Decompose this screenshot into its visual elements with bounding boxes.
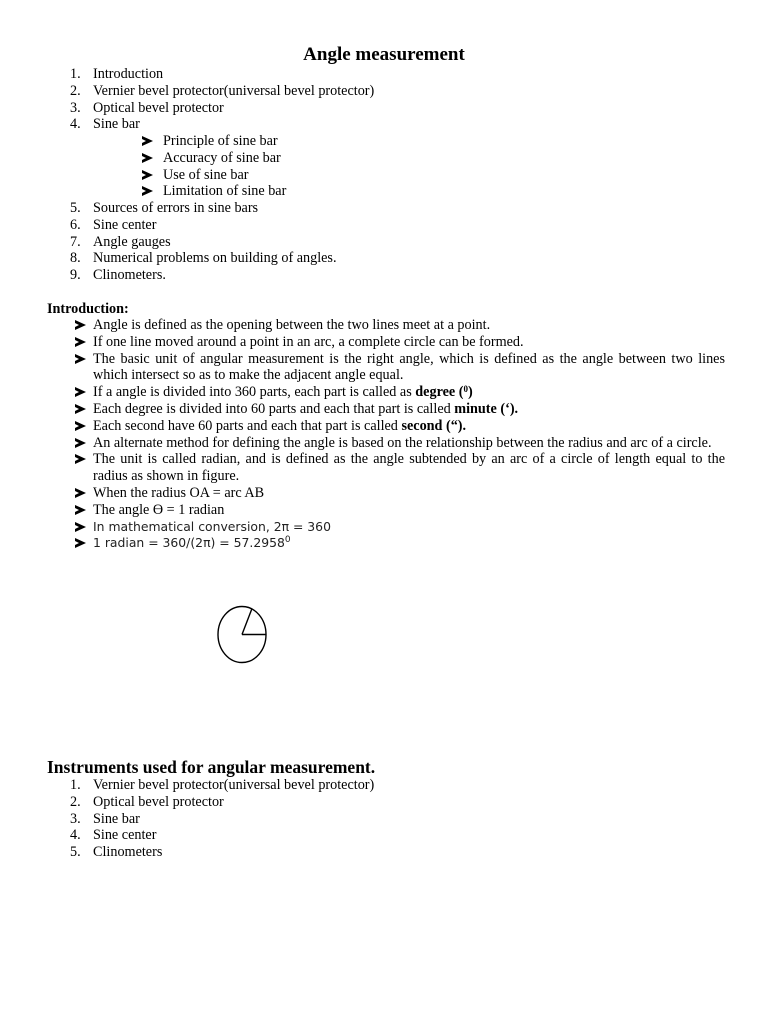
formula-text: In mathematical conversion, 2π = 360: [93, 518, 331, 534]
item-text: Numerical problems on building of angles.: [93, 250, 337, 267]
sublist-item: [93, 133, 286, 150]
arrow-bullet-icon: [75, 421, 86, 431]
arrow-bullet-icon: [75, 505, 86, 515]
item-number: 9.: [70, 267, 81, 284]
item-number: 7.: [70, 233, 81, 250]
bullet-text: The basic unit of angular measurement is the right angle, which is defined as the angle between two lines which intersect so as to make the adjacent angle equal.: [93, 350, 725, 384]
item-text: Sine bar: [93, 810, 140, 827]
sine-bar-sublist: [93, 133, 286, 200]
arrow-bullet-icon: [75, 522, 86, 532]
sublist-item-text: Limitation of sine bar: [163, 183, 287, 200]
bullet-text: If a angle is divided into 360 parts, each part is called as: [93, 384, 416, 401]
item-text: Angle gauges: [93, 233, 171, 250]
item-number: 5.: [70, 844, 81, 861]
instrument-item: [60, 794, 374, 811]
bullet-text: If one line moved around a point in an arc, a complete circle can be formed.: [93, 333, 524, 350]
item-number: 6.: [70, 216, 81, 233]
bullet-item: [75, 451, 725, 485]
radius-line-ob: [242, 609, 252, 635]
arrow-bullet-icon: [75, 320, 86, 330]
arrow-bullet-icon: [75, 404, 86, 414]
arrow-bullet-icon: [142, 170, 153, 180]
item-text: Clinometers: [93, 844, 163, 861]
bullet-text: Each second have 60 parts and each that part is called: [93, 417, 402, 434]
arrow-bullet-icon: [75, 538, 86, 548]
arrow-bullet-icon: [75, 488, 86, 498]
contents-item: [60, 200, 337, 217]
instrument-item: [60, 844, 374, 861]
item-text: Introduction: [93, 66, 164, 82]
instruments-heading: Instruments used for angular measurement.: [47, 757, 376, 777]
bullet-text: An alternate method for defining the angle is based on the relationship between the radius and arc of a circle.: [93, 434, 712, 451]
bullet-item: [75, 502, 725, 519]
bullet-item: [75, 317, 725, 334]
sublist-item-text: Use of sine bar: [163, 166, 249, 183]
bullet-text: Angle is defined as the opening between the two lines meet at a point.: [93, 317, 491, 333]
introduction-heading: Introduction:: [47, 301, 129, 317]
sublist-item: [93, 150, 286, 167]
second-term: second (“).: [401, 417, 467, 434]
instrument-item: [60, 811, 374, 828]
item-number: 3.: [70, 99, 81, 116]
item-text: Optical bevel protector: [93, 99, 224, 116]
arrow-bullet-icon: [142, 153, 153, 163]
item-text: Vernier bevel protector(universal bevel protector): [93, 82, 375, 99]
introduction-bullets: [75, 317, 725, 552]
contents-item: [60, 83, 374, 100]
item-number: 1.: [70, 66, 81, 82]
contents-item: [60, 267, 337, 284]
item-number: 5.: [70, 200, 81, 216]
bullet-item: [75, 435, 725, 452]
instrument-item: [60, 827, 374, 844]
bullet-item: [75, 418, 725, 435]
bullet-text: The unit is called radian, and is defined as the angle subtended by an arc of a circle of length equal to the radius as shown in figure.: [93, 451, 725, 485]
item-text: Sine bar: [93, 116, 140, 133]
bullet-text: The angle ϴ = 1 radian: [93, 501, 225, 518]
bullet-text: Each degree is divided into 60 parts and each that part is called: [93, 400, 455, 417]
instrument-item: [60, 777, 374, 794]
contents-item: [60, 250, 337, 267]
degree-term: degree (: [415, 384, 464, 401]
degree-superscript: 0: [463, 384, 468, 395]
contents-list: [60, 66, 374, 133]
item-text: Optical bevel protector: [93, 793, 224, 810]
contents-item: [60, 100, 374, 117]
item-text: Sine center: [93, 216, 157, 233]
arrow-bullet-icon: [75, 454, 86, 464]
page-title: Angle measurement: [303, 44, 465, 65]
sublist-item: [93, 167, 286, 184]
bullet-text: When the radius OA = arc AB: [93, 484, 265, 501]
bullet-item: [75, 384, 725, 401]
instruments-list: [60, 777, 374, 861]
contents-item: [60, 217, 337, 234]
contents-item: [60, 234, 337, 251]
item-number: 2.: [70, 82, 81, 99]
sublist-item-text: Accuracy of sine bar: [163, 149, 281, 166]
minute-term: minute (‘).: [454, 400, 519, 417]
item-text: Sine center: [93, 827, 157, 844]
contents-list-continued: [60, 200, 337, 284]
item-text: Vernier bevel protector(universal bevel protector): [93, 777, 375, 793]
formula-bullet: [75, 519, 725, 536]
arrow-bullet-icon: [75, 354, 86, 364]
item-number: 4.: [70, 116, 81, 133]
item-number: 4.: [70, 827, 81, 844]
sublist-item: [93, 183, 286, 200]
item-text: Sources of errors in sine bars: [93, 200, 259, 216]
radian-circle-figure: [214, 603, 270, 665]
arrow-bullet-icon: [142, 186, 153, 196]
bullet-item: [75, 401, 725, 418]
item-number: 1.: [70, 777, 81, 793]
item-number: 3.: [70, 810, 81, 827]
arrow-bullet-icon: [75, 387, 86, 397]
formula-bullet: [75, 535, 725, 552]
arrow-bullet-icon: [75, 337, 86, 347]
bullet-item: [75, 351, 725, 385]
bullet-item: [75, 485, 725, 502]
item-number: 8.: [70, 250, 81, 267]
degree-term-close: ): [467, 384, 473, 401]
sublist-item-text: Principle of sine bar: [163, 133, 278, 149]
item-text: Clinometers.: [93, 267, 166, 284]
arrow-bullet-icon: [142, 136, 153, 146]
formula-text: 1 radian = 360/(2π) = 57.2958: [93, 535, 285, 551]
contents-item: [60, 116, 374, 133]
item-number: 2.: [70, 793, 81, 810]
contents-item: [60, 66, 374, 83]
bullet-item: [75, 334, 725, 351]
degree-superscript: 0: [284, 535, 291, 546]
arrow-bullet-icon: [75, 438, 86, 448]
